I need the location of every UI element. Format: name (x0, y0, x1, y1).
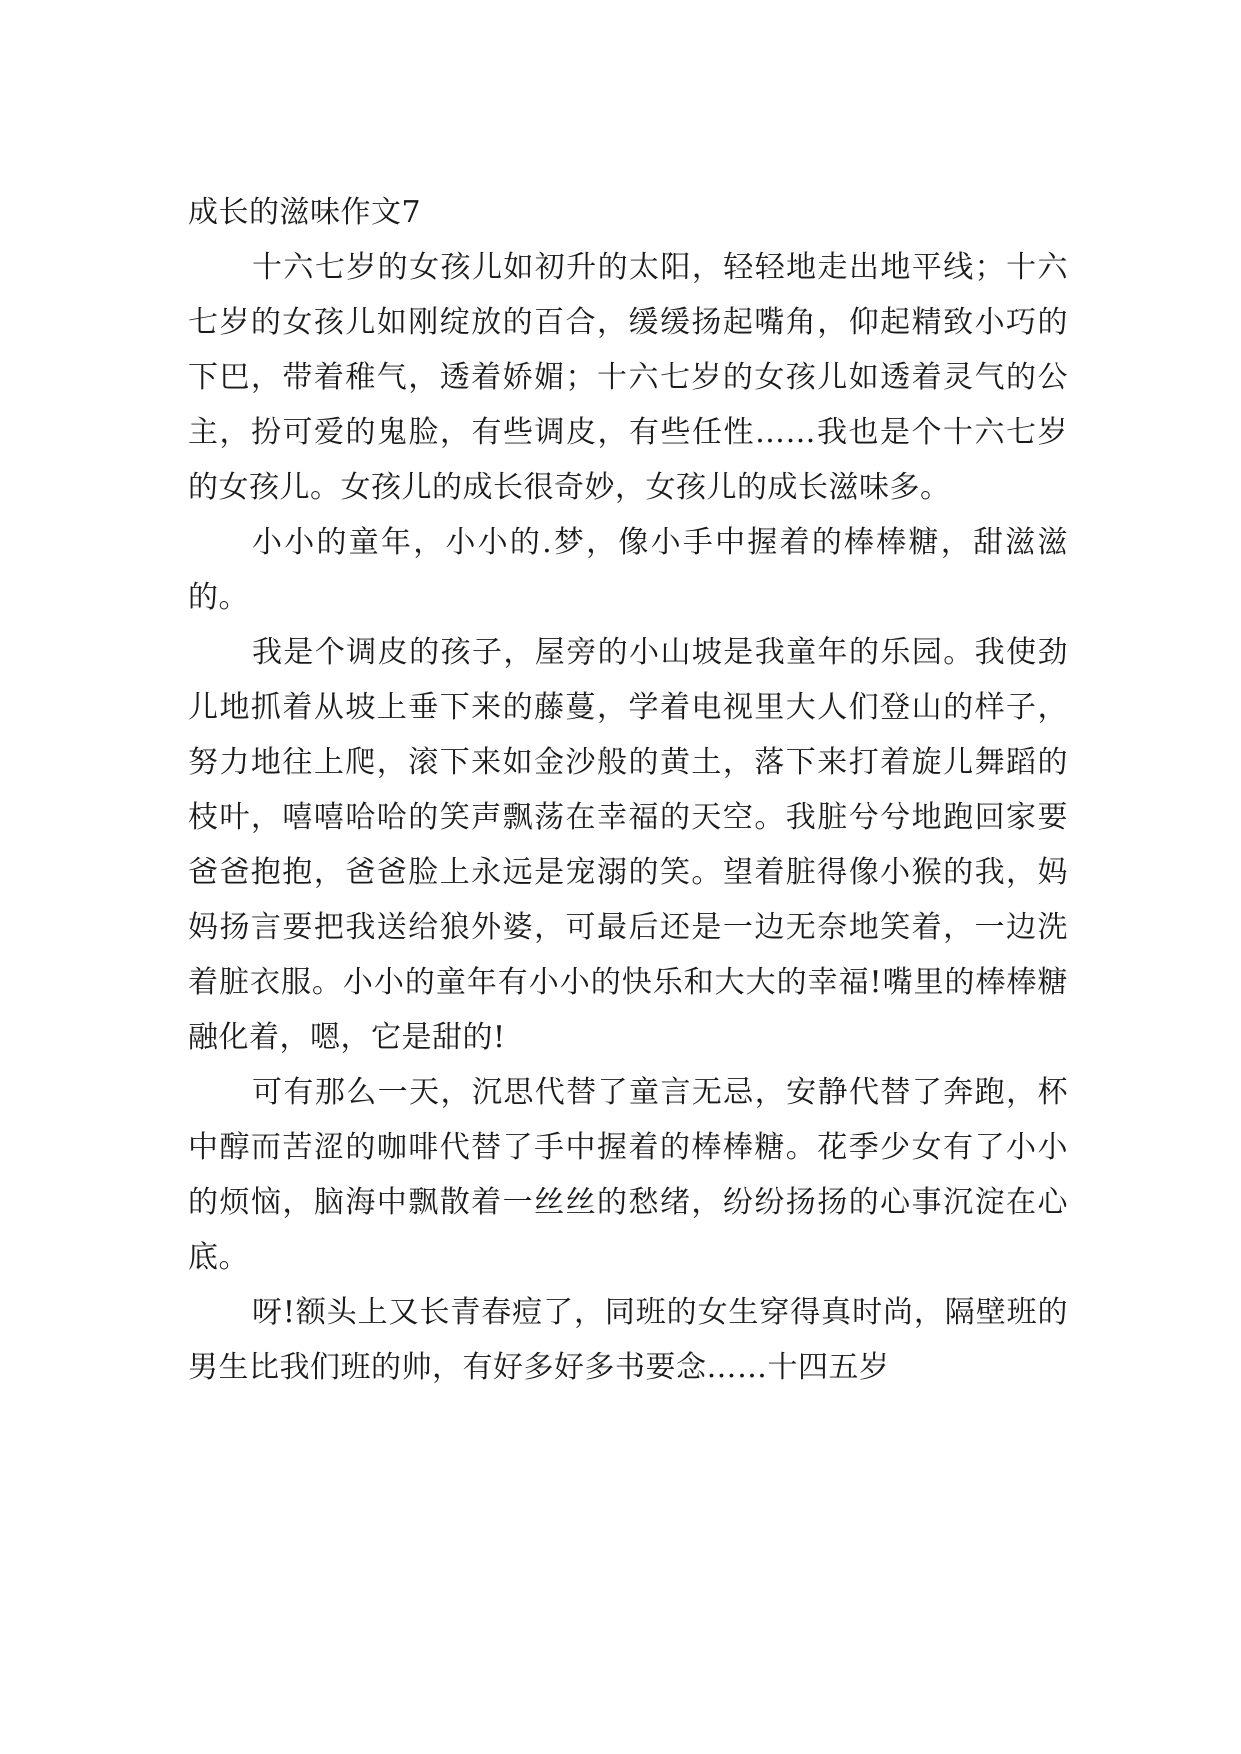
paragraph-3: 我是个调皮的孩子，屋旁的小山坡是我童年的乐园。我使劲儿地抓着从坡上垂下来的藤蔓，学着电视里大人们登山的样子，努力地往上爬，滚下来如金沙般的黄土，落下来打着旋儿舞蹈的枝叶，嘻嘻哈哈的笑声飘荡在幸福的天空。我脏兮兮地跑回家要爸爸抱抱，爸爸脸上永远是宠溺的笑。望着脏得像小猴的我，妈妈扬言要把我送给狼外婆，可最后还是一边无奈地笑着，一边洗着脏衣服。小小的童年有小小的快乐和大大的幸福!嘴里的棒棒糖融化着，嗯，它是甜的! (188, 635, 1068, 1055)
document-body (188, 185, 1068, 1395)
paragraph-4: 可有那么一天，沉思代替了童言无忌，安静代替了奔跑，杯中醇而苦涩的咖啡代替了手中握着的棒棒糖。花季少女有了小小的烦恼，脑海中飘散着一丝丝的愁绪，纷纷扬扬的心事沉淀在心底。 (188, 1075, 1068, 1275)
document-title: 成长的滋味作文7 (188, 195, 422, 230)
paragraph-2: 小小的童年，小小的.梦，像小手中握着的棒棒糖，甜滋滋的。 (188, 525, 1068, 615)
paragraph-1: 十六七岁的女孩儿如初升的太阳，轻轻地走出地平线；十六七岁的女孩儿如刚绽放的百合，缓缓扬起嘴角，仰起精致小巧的下巴，带着稚气，透着娇媚；十六七岁的女孩儿如透着灵气的公主，扮可爱的鬼脸，有些调皮，有些任性……我也是个十六七岁的女孩儿。女孩儿的成长很奇妙，女孩儿的成长滋味多。 (188, 250, 1068, 505)
paragraph-5: 呀!额头上又长青春痘了，同班的女生穿得真时尚，隔壁班的男生比我们班的帅，有好多好多书要念……十四五岁 (188, 1295, 1068, 1385)
